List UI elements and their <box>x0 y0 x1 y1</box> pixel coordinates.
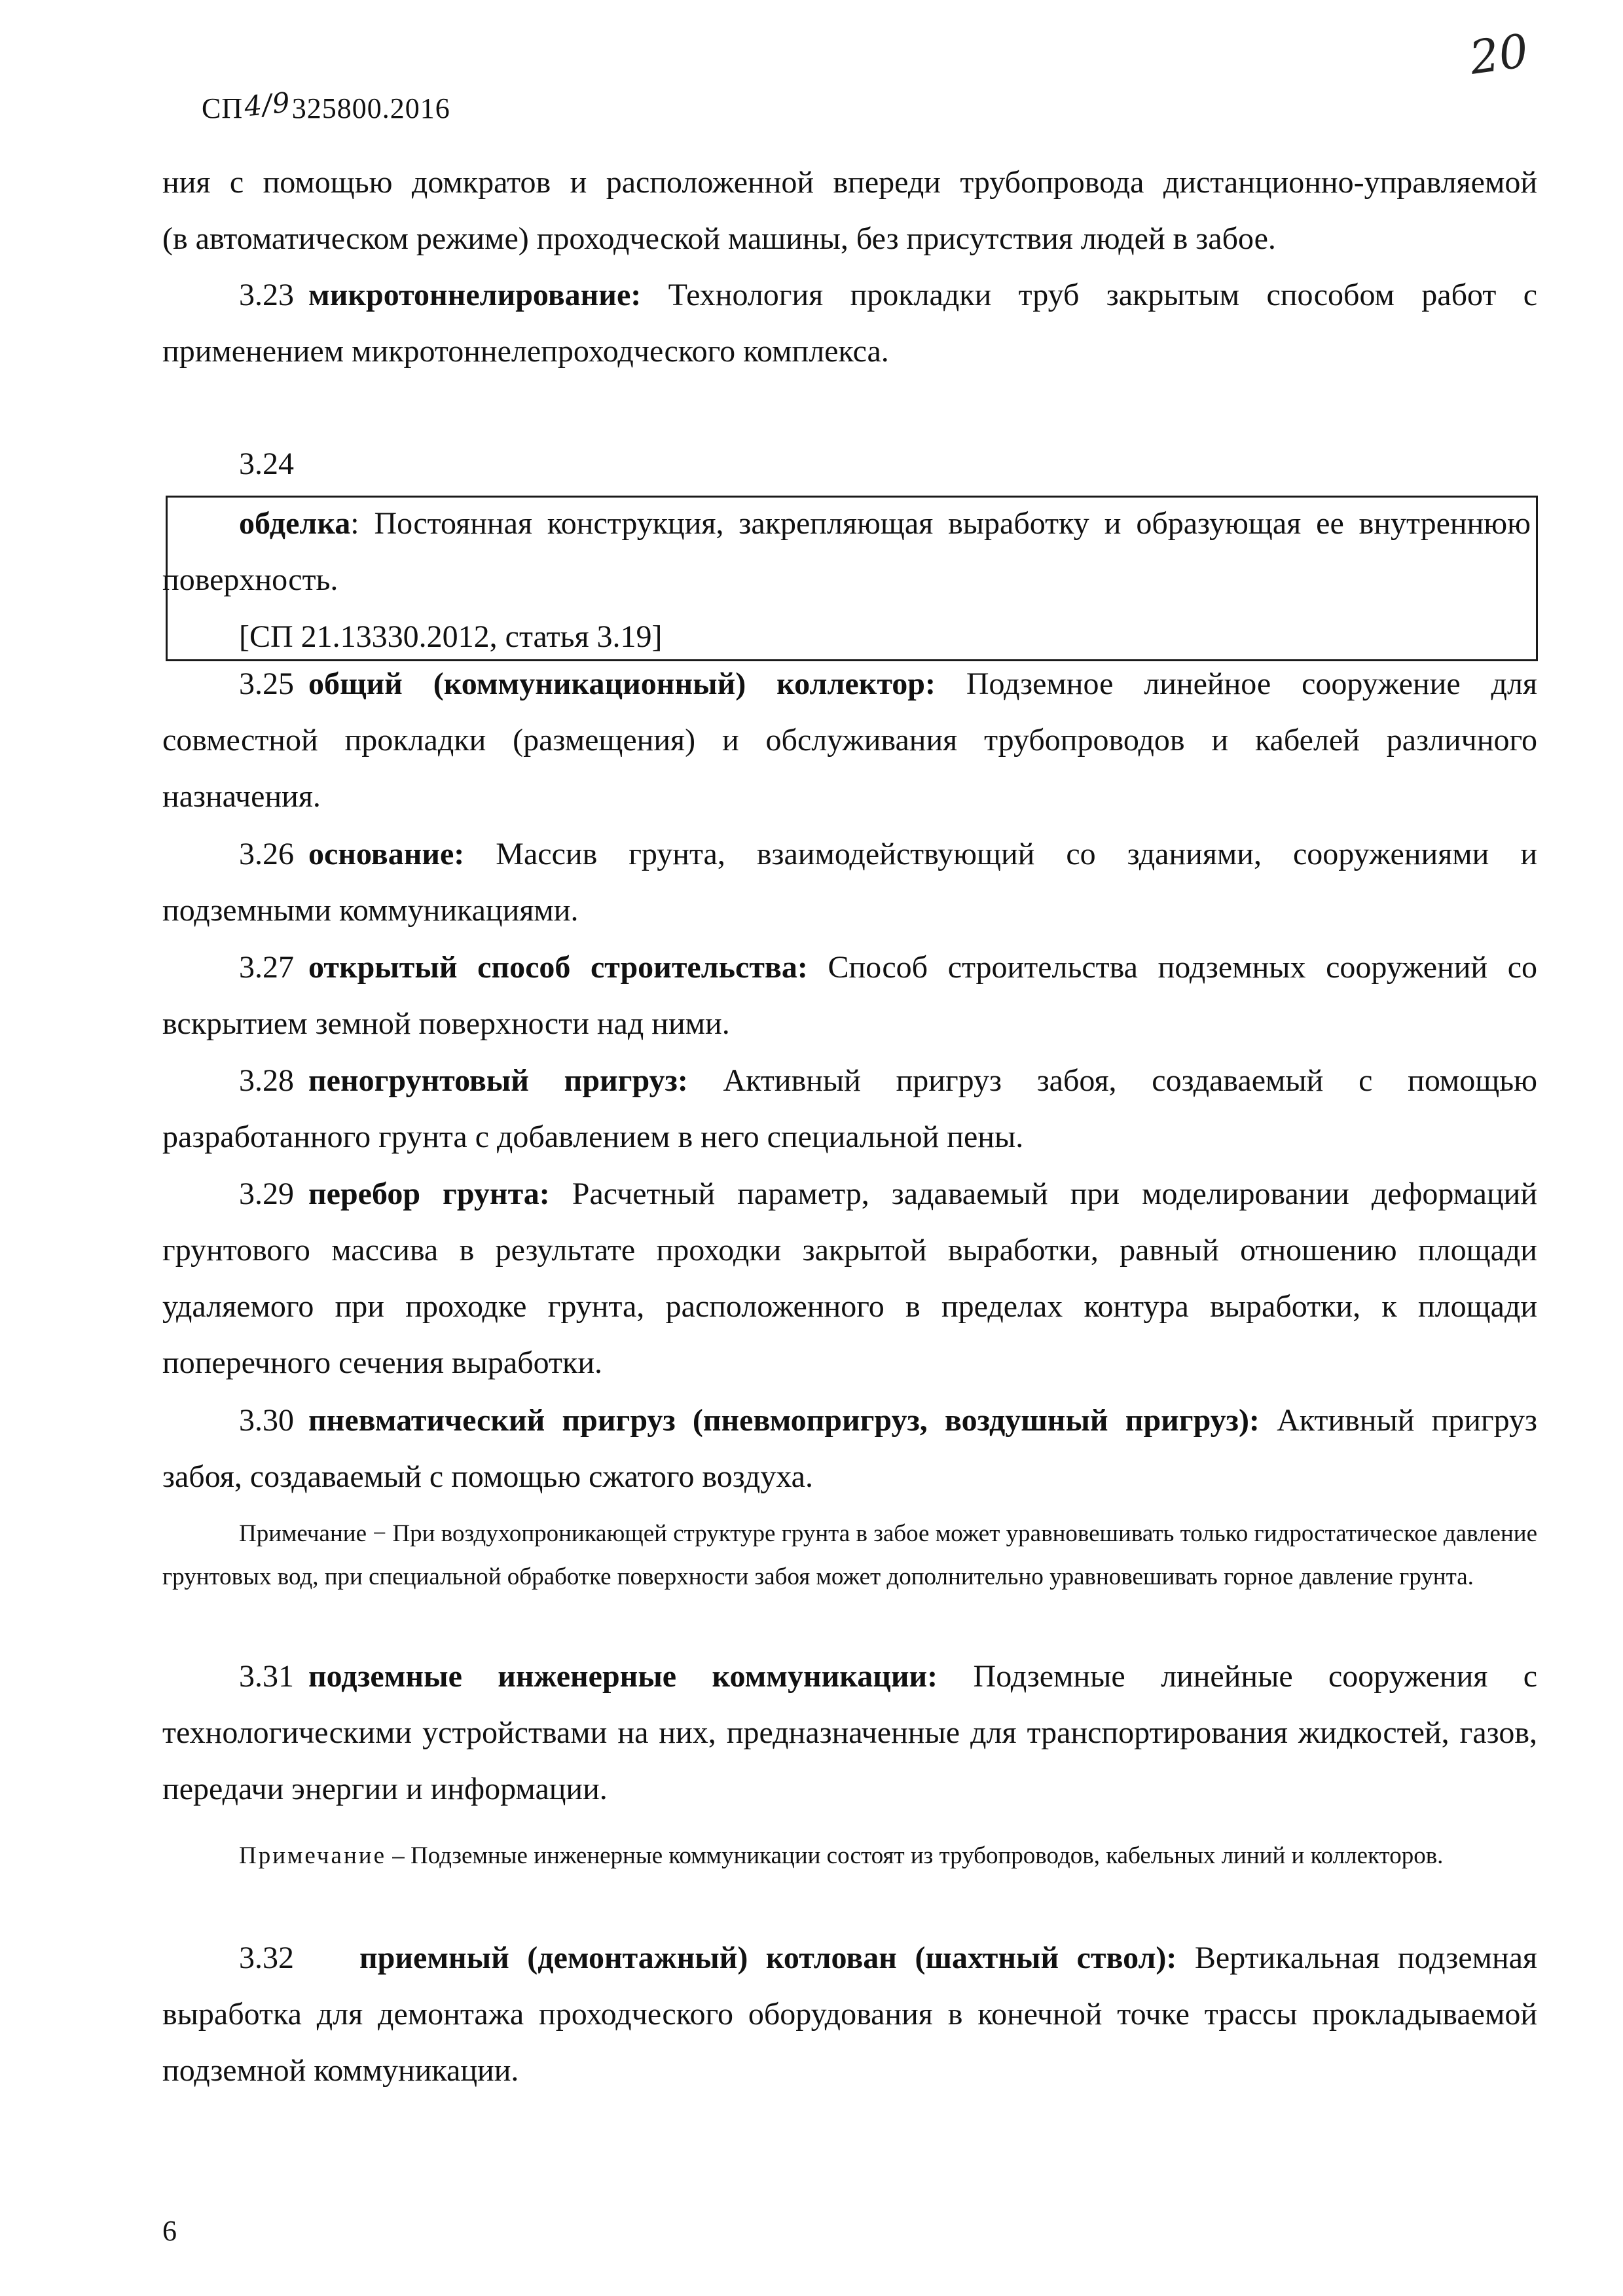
term-3-25 <box>162 656 1537 825</box>
term-title: приемный (демонтажный) котлован (шахтный ствол): <box>359 1941 1177 1975</box>
continuation-line-2: (в автоматическом режиме) проходческой машины, без присутствия людей в забое. <box>162 221 1276 256</box>
term-title: подземные инженерные коммуникации: <box>308 1659 938 1694</box>
term-3-27 <box>162 939 1537 1052</box>
term-definition: Способ строительства подземных сооружений со вскрытием земной поверхности над ними. <box>162 950 1537 1041</box>
document-code-header <box>202 86 450 125</box>
term-definition: Активный пригруз забоя, создаваемый с помощью разработанного грунта с добавлением в него специальной пены. <box>162 1063 1537 1154</box>
term-3-28 <box>162 1053 1537 1165</box>
term-definition: Технология прокладки труб закрытым способом работ с применением микротоннелепроходческого комплекса. <box>162 278 1537 369</box>
term-definition: Вертикальная подземная выработка для демонтажа проходческого оборудования в конечной точке трассы прокладываемой подземной коммуникации. <box>162 1941 1538 2088</box>
term-3-31-note <box>162 1834 1537 1878</box>
note-label: Примечание <box>239 1842 386 1869</box>
term-number: 3.31 <box>239 1659 294 1694</box>
term-title: микротоннелирование: <box>308 278 642 312</box>
code-number: 325800.2016 <box>291 92 450 124</box>
term-number: 3.28 <box>239 1063 294 1098</box>
term-number: 3.29 <box>239 1176 294 1211</box>
term-3-24-number: 3.24 <box>239 446 294 481</box>
page-number: 6 <box>162 2215 177 2247</box>
term-3-24 <box>162 496 1531 608</box>
term-definition: Подземные линейные сооружения с технологическими устройствами на них, предназначенные для транспортирования жидкостей, газов, передачи энергии и информации. <box>162 1659 1537 1806</box>
term-definition: Активный пригруз забоя, создаваемый с помощью сжатого воздуха. <box>162 1403 1537 1494</box>
term-number: 3.27 <box>239 950 294 985</box>
handwritten-code-insert: 4/9 <box>242 86 293 123</box>
term-title: обделка <box>239 506 351 541</box>
term-definition: Подземное линейное сооружение для совместной прокладки (размещения) и обслуживания трубопроводов и кабелей различного назначения. <box>162 666 1537 814</box>
note-text: − При воздухопроникающей структуре грунта в забое может уравновешивать только гидростатическое давление грунтовых вод, при специальной обработке поверхности забоя может дополнительно уравновешивать горное давление грунта. <box>162 1520 1537 1590</box>
term-number: 3.23 <box>239 278 294 312</box>
term-title: перебор грунта: <box>308 1176 550 1211</box>
code-prefix: СП <box>202 92 244 124</box>
term-source-reference: [СП 21.13330.2012, статья 3.19] <box>239 619 663 654</box>
term-title: открытый способ строительства: <box>308 950 808 985</box>
term-definition: : Постоянная конструкция, закрепляющая выработку и образующая ее внутреннюю поверхность. <box>162 506 1531 597</box>
term-number: 3.25 <box>239 666 294 701</box>
term-title: основание: <box>308 837 465 871</box>
term-3-31 <box>162 1649 1537 1817</box>
term-3-29 <box>162 1166 1537 1391</box>
note-text: – Подземные инженерные коммуникации состоят из трубопроводов, кабельных линий и коллекторов. <box>392 1842 1444 1869</box>
term-definition: Расчетный параметр, задаваемый при моделировании деформаций грунтового массива в результате проходки закрытой выработки, равный отношению площади удаляемого при проходке грунта, расположенного в пределах контура выработки, к площади поперечного сечения выработки. <box>162 1176 1538 1380</box>
term-3-32 <box>162 1930 1537 2099</box>
term-3-30-note <box>162 1512 1537 1599</box>
continuation-paragraph <box>162 155 1537 267</box>
term-3-23 <box>162 267 1537 380</box>
term-3-30 <box>162 1393 1537 1505</box>
term-number: 3.26 <box>239 837 294 871</box>
continuation-line-1: ния с помощью домкратов и расположенной впереди трубопровода дистанционно-управляемой <box>162 165 1537 200</box>
term-title: пневматический пригруз (пневмопригруз, воздушный пригруз): <box>308 1403 1260 1438</box>
note-label: Примечание <box>239 1520 367 1547</box>
term-3-26 <box>162 826 1537 939</box>
term-number: 3.32 <box>239 1941 294 1975</box>
term-title: пеногрунтовый пригруз: <box>308 1063 688 1098</box>
term-number: 3.30 <box>239 1403 294 1438</box>
term-definition: Массив грунта, взаимодействующий со зданиями, сооружениями и подземными коммуникациями. <box>162 837 1538 928</box>
handwritten-page-number: 20 <box>1466 24 1532 85</box>
term-title: общий (коммуникационный) коллектор: <box>308 666 936 701</box>
